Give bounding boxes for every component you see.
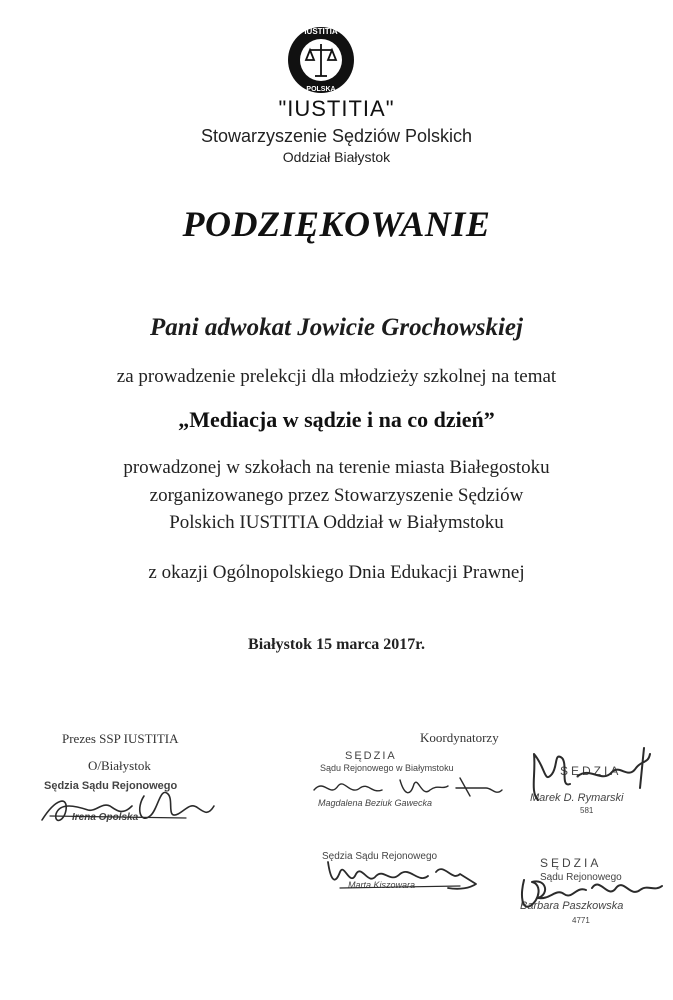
coordinators-label: Koordynatorzy — [420, 730, 499, 745]
recipient-line: Pani adwokat Jowicie Grochowskiej — [150, 314, 523, 341]
org-branch: Oddział Białystok — [282, 149, 391, 165]
document-title: PODZIĘKOWANIE — [182, 204, 491, 244]
body-line-1: prowadzonej w szkołach na terenie miasta Białegostoku — [123, 457, 550, 478]
stamp4-name: Barbara Paszkowska — [520, 900, 624, 912]
stamp1-name: Magdalena Beziuk Gawecka — [318, 798, 433, 808]
occasion-line: z okazji Ogólnopolskiego Dnia Edukacji Prawnej — [148, 562, 525, 583]
stamp2-number: 581 — [580, 806, 594, 815]
intro-line: za prowadzenie prelekcji dla młodzieży szkolnej na temat — [116, 366, 557, 387]
left-stamp-name: Irena Opolska — [72, 812, 139, 823]
org-name: "IUSTITIA" — [278, 96, 395, 121]
stamp1-title: SĘDZIA — [345, 750, 397, 762]
org-full-name: Stowarzyszenie Sędziów Polskich — [200, 126, 473, 146]
body-line-3: Polskich IUSTITIA Oddział w Białymstoku — [169, 512, 504, 533]
stamp3-court: Sędzia Sądu Rejonowego — [322, 851, 438, 862]
left-stamp-court: Sędzia Sądu Rejonowego — [44, 780, 178, 792]
topic-line: „Mediacja w sądzie i na co dzień” — [178, 407, 495, 432]
signature-4 — [516, 870, 672, 916]
stamp2-name: Marek D. Rymarski — [530, 792, 624, 804]
iustitia-logo — [284, 20, 358, 102]
signature-2 — [524, 744, 664, 806]
left-branch: O/Białystok — [88, 758, 151, 773]
stamp4-court: Sądu Rejonowego — [540, 872, 622, 883]
stamp4-title: SĘDZIA — [540, 856, 602, 870]
date-line: Białystok 15 marca 2017r. — [248, 636, 425, 653]
svg-text:IUSTITIA: IUSTITIA — [304, 27, 338, 36]
signature-3 — [320, 858, 490, 898]
left-role: Prezes SSP IUSTITIA — [62, 731, 179, 746]
left-signature — [36, 776, 226, 836]
stamp3-name: Marta Kiszowara — [348, 880, 416, 890]
svg-text:POLSKA: POLSKA — [306, 86, 336, 93]
signature-1 — [310, 770, 510, 806]
stamp4-number: 4771 — [572, 916, 590, 925]
body-line-2: zorganizowanego przez Stowarzyszenie Sędziów — [149, 485, 524, 506]
stamp2-title: SĘDZIA — [560, 764, 622, 778]
stamp1-court: Sądu Rejonowego w Białymstoku — [320, 763, 454, 773]
